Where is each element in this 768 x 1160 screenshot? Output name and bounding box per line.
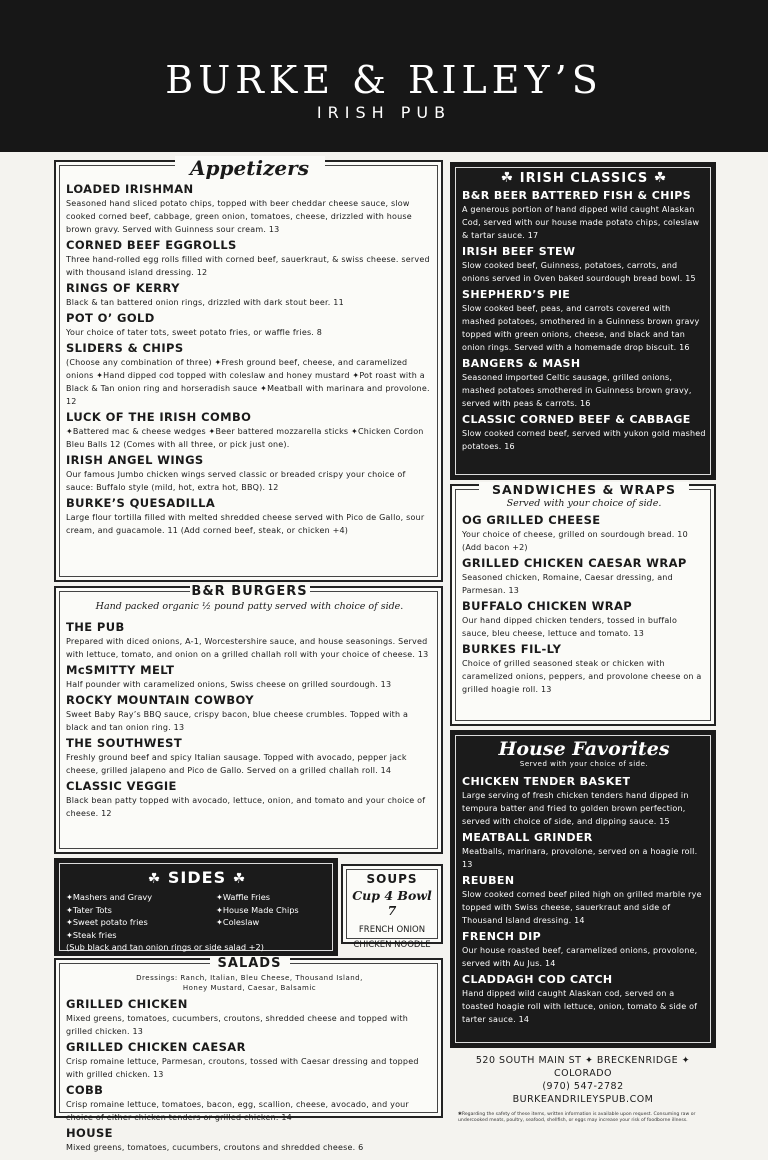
- appetizer-item: [66, 453, 433, 494]
- menu-item-description: Large flour tortilla filled with melted shredded cheese served with Pico de Gallo, sour cream, and guacamole. 11 (Add corned beef, steak, or chicken +4): [66, 513, 425, 535]
- menu-item-name: THE PUB: [66, 620, 125, 634]
- menu-item-description: Black & tan battered onion rings, drizzled with dark stout beer. 11: [66, 298, 344, 307]
- sides-title-text: SIDES: [167, 868, 227, 887]
- footer-phone: (970) 547-2782: [542, 1081, 624, 1092]
- appetizers-title: Appetizers: [175, 156, 325, 180]
- burgers-title: B&R BURGERS: [191, 584, 308, 599]
- appetizer-item: [66, 496, 433, 537]
- menu-item-description: Half pounder with caramelized onions, Swiss cheese on grilled sourdough. 13: [66, 680, 392, 689]
- irish-classic-item: [462, 287, 706, 354]
- menu-item-name: ROCKY MOUNTAIN COWBOY: [66, 693, 255, 707]
- sandwiches-tagline: Served with your choice of side.: [506, 498, 662, 509]
- salad-item: [66, 997, 433, 1038]
- soup-item: FRENCH ONION: [358, 925, 426, 935]
- menu-item-description: Seasoned chicken, Romaine, Caesar dressing, and Parmesan. 13: [462, 573, 673, 595]
- salads-dressings: Dressings: Ranch, Italian, Bleu Cheese, Thousand Island, Honey Mustard, Caesar, Balsamic: [136, 974, 363, 992]
- menu-item-description: Prepared with diced onions, A-1, Worcestershire sauce, and house seasonings. Served with lettuce, tomato, and onion on a grilled challah roll with your choice of cheese. 13: [66, 637, 429, 659]
- sandwiches-section: [450, 484, 716, 726]
- salads-title: SALADS: [210, 956, 290, 971]
- sandwich-item: [462, 556, 706, 597]
- irish-classic-item: [462, 244, 706, 285]
- appetizer-item: [66, 238, 433, 279]
- irish-classic-item: [462, 412, 706, 453]
- irish-classics-section: [450, 162, 716, 480]
- burger-item: [66, 620, 433, 661]
- menu-item-description: Our house roasted beef, caramelized onions, provolone, served with Au Jus. 14: [462, 946, 698, 968]
- appetizers-list: [66, 182, 433, 537]
- appetizer-item: [66, 410, 433, 451]
- side-item: ✦Sweet potato fries: [66, 917, 148, 927]
- menu-item-name: SLIDERS & CHIPS: [66, 341, 184, 355]
- menu-item-name: BUFFALO CHICKEN WRAP: [462, 599, 633, 613]
- sides-col-right: [216, 891, 326, 941]
- pub-header: [0, 0, 768, 152]
- sandwich-item: [462, 642, 706, 696]
- menu-item-name: B&R BEER BATTERED FISH & CHIPS: [462, 189, 692, 202]
- menu-item-name: LOADED IRISHMAN: [66, 182, 194, 196]
- appetizers-section: [54, 156, 443, 582]
- menu-item-name: GRILLED CHICKEN CAESAR: [66, 1040, 246, 1054]
- salads-section: [54, 956, 443, 1152]
- salad-item: [66, 1126, 433, 1154]
- menu-item-description: ✦Battered mac & cheese wedges ✦Beer battered mozzarella sticks ✦Chicken Cordon Bleu Balls 12 (Comes with all three, or pick just one).: [66, 427, 424, 449]
- irish-classic-item: [462, 356, 706, 410]
- appetizer-item: [66, 281, 433, 309]
- footer-website[interactable]: BURKEANDRILEYSPUB.COM: [512, 1094, 654, 1105]
- soups-title: SOUPS: [366, 872, 418, 886]
- irish-classics-title-text: IRISH CLASSICS: [519, 171, 649, 186]
- side-item: ✦House Made Chips: [216, 904, 299, 915]
- pub-subtitle: IRISH PUB: [316, 103, 452, 122]
- side-item: ✦Tater Tots: [66, 904, 112, 915]
- burgers-tagline: Hand packed organic ½ pound patty served with choice of side.: [95, 601, 404, 612]
- menu-item-description: Meatballs, marinara, provolone, served on a hoagie roll. 13: [462, 847, 698, 869]
- menu-item-description: Black bean patty topped with avocado, lettuce, onion, and tomato and your choice of cheese. 12: [66, 796, 426, 818]
- house-favorite-item: [462, 774, 706, 828]
- menu-item-description: Your choice of cheese, grilled on sourdough bread. 10 (Add bacon +2): [462, 530, 688, 552]
- menu-item-description: Mixed greens, tomatoes, cucumbers, croutons, shredded cheese and topped with grilled chicken. 13: [66, 1014, 408, 1036]
- menu-item-name: CLASSIC CORNED BEEF & CABBAGE: [462, 413, 691, 426]
- soups-price: Cup 4 Bowl 7: [352, 888, 432, 918]
- menu-item-name: CHICKEN TENDER BASKET: [462, 775, 631, 788]
- menu-item-description: Large serving of fresh chicken tenders hand dipped in tempura batter and fried to golden brown perfection, served with choice of side, and dipping sauce. 15: [462, 791, 689, 826]
- irish-classic-item: [462, 188, 706, 242]
- menu-item-description: Seasoned hand sliced potato chips, topped with beer cheddar cheese sauce, slow cooked corned beef, cabbage, green onion, tomatoes, cheese, drizzled with house brown gravy. Served with Guinness sour cream. 13: [66, 199, 412, 234]
- menu-item-name: THE SOUTHWEST: [66, 736, 183, 750]
- house-favorites-list: [462, 774, 706, 1026]
- side-item: ✦Coleslaw: [216, 917, 260, 927]
- sandwich-item: [462, 513, 706, 554]
- menu-item-name: GRILLED CHICKEN CAESAR WRAP: [462, 556, 687, 570]
- menu-item-description: Hand dipped wild caught Alaskan cod, served on a toasted hoagie roll with lettuce, onion, tomato & side of tarter sauce. 14: [462, 989, 698, 1024]
- sandwich-item: [462, 599, 706, 640]
- menu-item-description: Slow cooked corned beef, served with yukon gold mashed potatoes. 16: [462, 429, 706, 451]
- burger-item: [66, 663, 433, 691]
- salads-list: [66, 997, 433, 1154]
- house-favorite-item: [462, 873, 706, 927]
- side-item: ✦Steak fries: [66, 929, 117, 940]
- house-favorite-item: [462, 830, 706, 871]
- menu-item-name: FRENCH DIP: [462, 930, 542, 943]
- house-favorites-title: House Favorites: [498, 738, 670, 760]
- shamrock-icon: ☘: [147, 871, 162, 887]
- sides-grid: [66, 891, 328, 941]
- burger-item: [66, 779, 433, 820]
- sides-section: [54, 858, 338, 956]
- menu-item-description: Choice of grilled seasoned steak or chicken with caramelized onions, peppers, and provolone cheese on a grilled hoagie roll. 13: [462, 659, 702, 694]
- appetizer-item: [66, 341, 433, 408]
- burgers-section: [54, 586, 443, 854]
- burgers-list: [66, 620, 433, 820]
- menu-item-name: RINGS OF KERRY: [66, 281, 180, 295]
- menu-item-description: A generous portion of hand dipped wild caught Alaskan Cod, served with our house made potato chips, coleslaw & tartar sauce. 17: [462, 205, 700, 240]
- menu-item-description: Three hand-rolled egg rolls filled with corned beef, sauerkraut, & swiss cheese. served with thousand island dressing. 12: [66, 255, 430, 277]
- soup-item: CHICKEN NOODLE: [353, 940, 431, 950]
- menu-item-description: Freshly ground beef and spicy Italian sausage. Topped with avocado, pepper jack cheese, grilled jalapeno and Pico de Gallo. Served on a grilled challah roll. 14: [66, 753, 407, 775]
- footer: [450, 1054, 716, 1134]
- shamrock-icon: ☘: [500, 170, 515, 186]
- shamrock-icon: ☘: [232, 871, 247, 887]
- pub-name: BURKE & RILEY’S: [165, 58, 603, 102]
- menu-item-name: REUBEN: [462, 874, 515, 887]
- menu-item-name: CLASSIC VEGGIE: [66, 779, 177, 793]
- soups-section: [341, 864, 443, 950]
- menu-item-name: POT O’ GOLD: [66, 311, 155, 325]
- irish-classics-list: [462, 188, 706, 453]
- menu-item-description: Seasoned imported Celtic sausage, grilled onions, mashed potatoes smothered in Guinness brown gravy, served with peas & carrots. 16: [462, 373, 692, 408]
- house-favorites-tagline: Served with your choice of side.: [519, 760, 649, 768]
- menu-item-name: BURKES FIL-LY: [462, 642, 562, 656]
- menu-item-name: LUCK OF THE IRISH COMBO: [66, 410, 252, 424]
- menu-item-name: GRILLED CHICKEN: [66, 997, 188, 1011]
- menu-item-description: Your choice of tater tots, sweet potato fries, or waffle fries. 8: [66, 328, 323, 337]
- menu-item-description: Crisp romaine lettuce, tomatoes, bacon, egg, scallion, cheese, avocado, and your choice of either chicken tenders or grilled chicken. 14: [66, 1100, 409, 1122]
- sides-title: [66, 868, 328, 887]
- menu-item-name: OG GRILLED CHEESE: [462, 513, 601, 527]
- sides-col-left: [66, 891, 216, 941]
- house-favorite-item: [462, 929, 706, 970]
- menu-item-description: Mixed greens, tomatoes, cucumbers, croutons and shredded cheese. 6: [66, 1143, 364, 1152]
- menu-item-name: HOUSE: [66, 1126, 113, 1140]
- burger-item: [66, 736, 433, 777]
- menu-item-name: BANGERS & MASH: [462, 357, 581, 370]
- side-item: ✦Mashers and Gravy: [66, 892, 153, 902]
- menu-item-name: McSMITTY MELT: [66, 663, 175, 677]
- menu-item-description: Sweet Baby Ray’s BBQ sauce, crispy bacon, blue cheese crumbles. Topped with a black and tan onion ring. 13: [66, 710, 409, 732]
- sides-note: (Sub black and tan onion rings or side salad +2): [66, 942, 264, 952]
- menu-item-description: Crisp romaine lettuce, Parmesan, croutons, tossed with Caesar dressing and topped with grilled chicken. 13: [66, 1057, 419, 1079]
- menu-item-description: Slow cooked corned beef piled high on grilled marble rye topped with Swiss cheese, sauerkraut and side of Thousand Island dressing. 14: [462, 890, 702, 925]
- menu-item-name: CORNED BEEF EGGROLLS: [66, 238, 237, 252]
- footer-disclaimer: ✱Regarding the safety of these items, written information is available upon request. Consuming raw or undercooked meats, poultry, seafood, shellfish, or eggs may increase your risk of foodborne illness.: [458, 1112, 696, 1123]
- house-favorites-section: [450, 730, 716, 1048]
- menu-item-description: Slow cooked beef, peas, and carrots covered with mashed potatoes, smothered in a Guinness brown gravy topped with green onions, cheese, and black and tan onion rings. Served with a homemade drop biscuit. 16: [462, 304, 700, 352]
- menu-item-name: CLADDAGH COD CATCH: [462, 973, 613, 986]
- salad-item: [66, 1040, 433, 1081]
- menu-item-name: IRISH BEEF STEW: [462, 245, 576, 258]
- salad-item: [66, 1083, 433, 1124]
- menu-item-description: (Choose any combination of three) ✦Fresh ground beef, cheese, and caramelized onions ✦Hand dipped cod topped with coleslaw and honey mustard ✦Pot roast with a Black & Tan onion ring and horseradish sauce ✦Meatball with marinara and provolone. 12: [66, 358, 430, 406]
- menu-item-description: Our hand dipped chicken tenders, tossed in buffalo sauce, bleu cheese, lettuce and tomato. 13: [462, 616, 678, 638]
- menu-item-name: SHEPHERD’S PIE: [462, 288, 571, 301]
- sandwiches-list: [462, 513, 706, 696]
- menu-item-name: MEATBALL GRINDER: [462, 831, 593, 844]
- irish-classics-title: [462, 170, 706, 186]
- menu-item-name: COBB: [66, 1083, 104, 1097]
- sandwiches-title: SANDWICHES & WRAPS: [479, 482, 689, 497]
- appetizer-item: [66, 311, 433, 339]
- side-item: ✦Waffle Fries: [216, 892, 271, 902]
- footer-address: 520 SOUTH MAIN ST ✦ BRECKENRIDGE ✦ COLORADO: [475, 1055, 691, 1079]
- menu-item-description: Slow cooked beef, Guinness, potatoes, carrots, and onions served in Oven baked sourdough bread bowl. 15: [462, 261, 696, 283]
- shamrock-icon: ☘: [653, 170, 668, 186]
- house-favorite-item: [462, 972, 706, 1026]
- menu-item-name: IRISH ANGEL WINGS: [66, 453, 204, 467]
- burger-item: [66, 693, 433, 734]
- menu-item-name: BURKE’S QUESADILLA: [66, 496, 216, 510]
- menu-item-description: Our famous Jumbo chicken wings served classic or breaded crispy your choice of sauce: Buffalo style (mild, hot, extra hot, BBQ). 12: [66, 470, 406, 492]
- appetizer-item: [66, 182, 433, 236]
